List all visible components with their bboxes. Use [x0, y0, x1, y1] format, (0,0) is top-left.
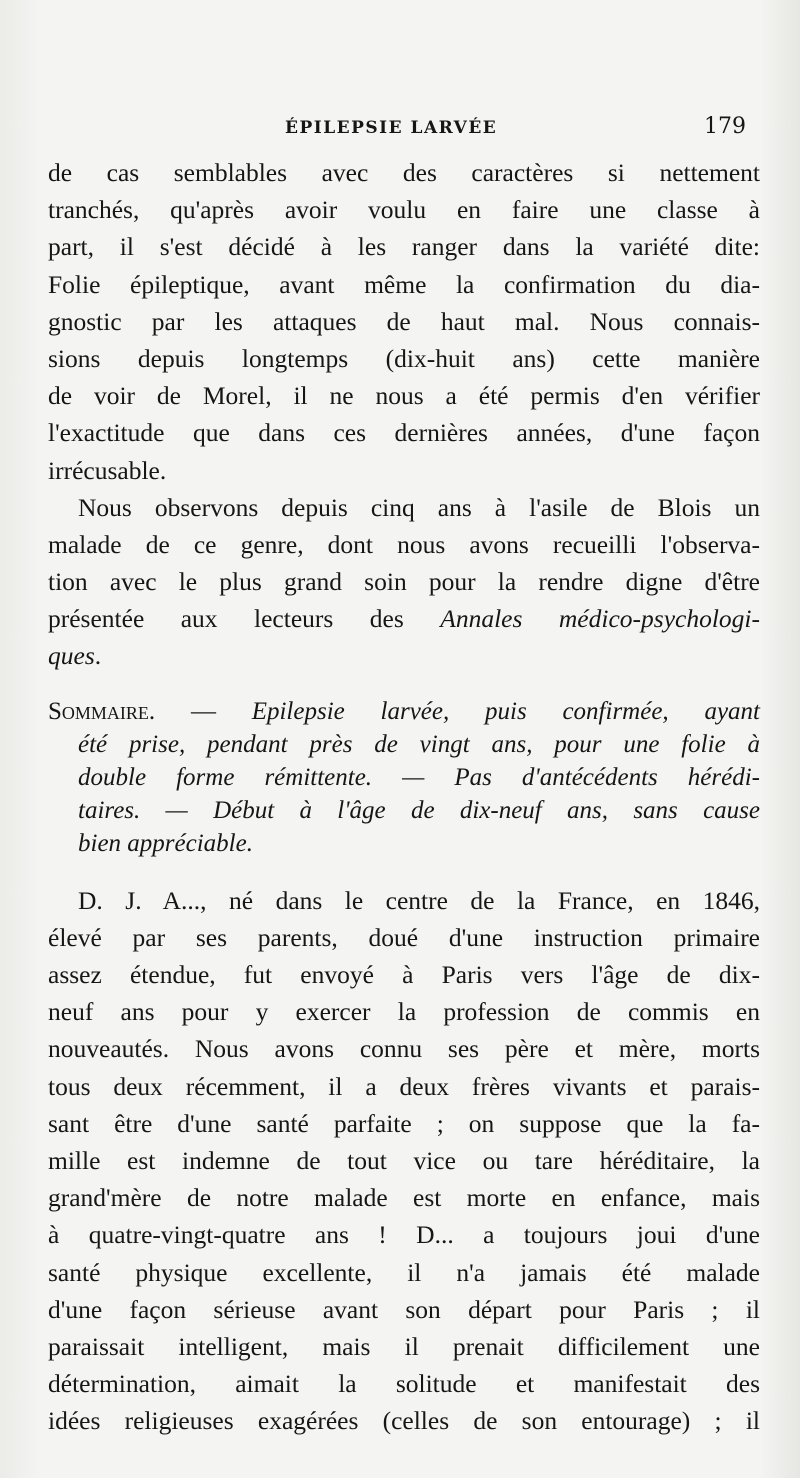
- text-line: D. J. A..., né dans le centre de la France, en 1846,: [78, 885, 760, 915]
- text-line: mille est indemne de tout vice ou tare héréditaire, la: [48, 1145, 760, 1175]
- text-line: part, il s'est décidé à les ranger dans la variété dite:: [48, 232, 760, 262]
- text-line: gnostic par les attaques de haut mal. Nous connais-: [48, 306, 760, 336]
- sommaire-line: été prise, pendant près de vingt ans, pour une folie à: [78, 730, 760, 758]
- text-line: tranchés, qu'après avoir voulu en faire une classe à: [48, 195, 760, 225]
- sommaire-line: taires. — Début à l'âge de dix-neuf ans, sans cause: [78, 796, 760, 824]
- running-title: ÉPILEPSIE LARVÉE: [285, 118, 498, 138]
- text-line: à quatre-vingt-quatre ans ! D... a toujours joui d'une: [48, 1220, 760, 1250]
- text-line: de cas semblables avec des caractères si nettement: [48, 158, 760, 187]
- text-line: sant être d'une santé parfaite ; on suppose que la fa-: [48, 1108, 760, 1138]
- text-line: irrécusable.: [48, 455, 167, 485]
- page-number: 179: [704, 114, 746, 139]
- text-line: sions depuis longtemps (dix-huit ans) cette manière: [48, 343, 760, 373]
- text-line: d'une façon sérieuse avant son départ pour Paris ; il: [48, 1294, 760, 1324]
- text-line: Folie épileptique, avant même la confirmation du dia-: [48, 269, 760, 299]
- text-segment: .: [94, 641, 102, 671]
- sommaire-line: double forme rémittente. — Pas d'antécédents hérédi-: [78, 763, 760, 791]
- sommaire-line: bien appréciable.: [78, 829, 253, 857]
- text-line: l'exactitude que dans ces dernières années, d'une façon: [48, 418, 760, 448]
- text-line: tous deux récemment, il a deux frères vivants et parais-: [48, 1071, 760, 1101]
- journal-title: Annales médico-psychologi-: [440, 604, 760, 634]
- spacer: [48, 860, 760, 882]
- text-line: neuf ans pour y exercer la profession de commis en: [48, 997, 760, 1027]
- text-line: idées religieuses exagérées (celles de son entourage) ; il: [48, 1406, 760, 1436]
- text-line: nouveautés. Nous avons connu ses père et mère, morts: [48, 1034, 760, 1064]
- dash: —: [155, 697, 252, 725]
- text-line: malade de ce genre, dont nous avons recueilli l'observa-: [48, 529, 760, 559]
- text-line: [48, 600, 760, 637]
- text-line: de voir de Morel, il ne nous a été permis d'en vérifier: [48, 381, 760, 411]
- text-line: détermination, aimait la solitude et manifestait des: [48, 1369, 760, 1399]
- journal-title-end: ques: [48, 641, 95, 671]
- text-line: tion avec le plus grand soin pour la rendre digne d'être: [48, 567, 760, 597]
- text-line: élevé par ses parents, doué d'une instruction primaire: [48, 922, 760, 952]
- paragraph-1: [48, 154, 760, 489]
- text-line: santé physique excellente, il n'a jamais été malade: [48, 1257, 760, 1287]
- paragraph-3: [48, 882, 760, 1440]
- text-line: paraissait intelligent, mais il prenait difficilement une: [48, 1331, 760, 1361]
- sommaire-block: [48, 695, 760, 860]
- text-line: [48, 637, 760, 674]
- text-line: Nous observons depuis cinq ans à l'asile de Blois un: [78, 492, 760, 522]
- text-line: grand'mère de notre malade est morte en enfance, mais: [48, 1183, 760, 1213]
- paragraph-2: [48, 489, 760, 675]
- text-line: assez étendue, fut envoyé à Paris vers l'âge de dix-: [48, 960, 760, 989]
- text-segment: présentée aux lecteurs des: [48, 604, 441, 634]
- page-header: [0, 112, 800, 142]
- body-text: [48, 154, 760, 1439]
- sommaire-text: Epilepsie larvée, puis confirmée, ayant: [251, 697, 760, 725]
- sommaire-label: Sommaire.: [48, 697, 156, 725]
- sommaire-line: [48, 695, 760, 728]
